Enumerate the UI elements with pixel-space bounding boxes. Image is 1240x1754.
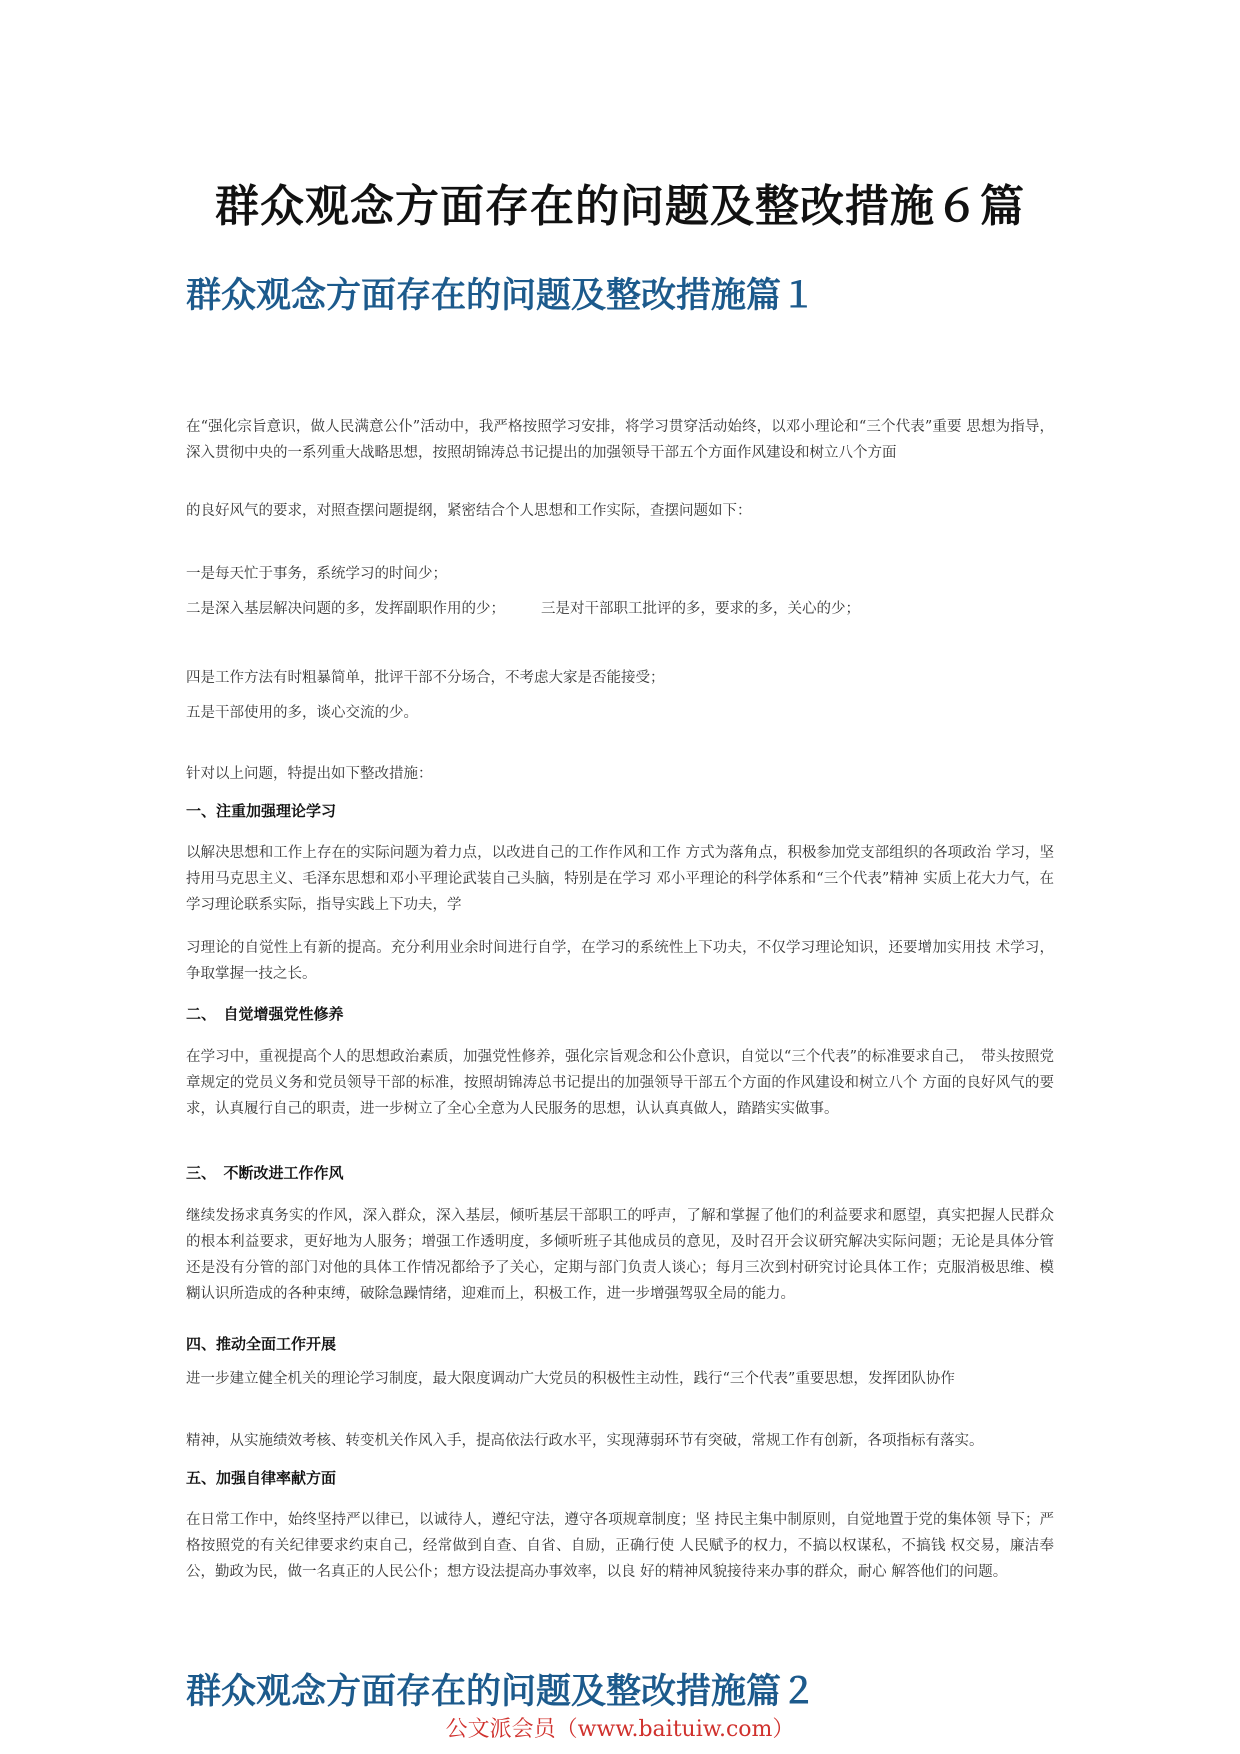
problem-item-5: 五是干部使用的多，谈心交流的少。	[186, 705, 418, 721]
problem-item-2: 二是深入基层解决问题的多，发挥副职作用的少；	[186, 601, 505, 617]
heading-1: 一、注重加强理论学习	[186, 802, 337, 820]
document-title: 群众观念方面存在的问题及整改措施６篇	[215, 181, 1025, 232]
heading-2: 二、 自觉增强党性修养	[186, 1005, 344, 1023]
section-1-title: 群众观念方面存在的问题及整改措施篇１	[186, 276, 817, 316]
heading-4: 四、推动全面工作开展	[186, 1335, 337, 1353]
intro-paragraph-1: 在“强化宗旨意识，做人民满意公仆”活动中，我严格按照学习安排，将学习贯穿活动始终，以邓小理论和“三个代表”重要 思想为指导，深入贯彻中央的一系列重大战略思想，按照胡锦涛总书记提出的加强领导干部五个方面作风建设和树立八个方面	[186, 419, 1054, 461]
heading-5: 五、加强自律率献方面	[186, 1469, 337, 1487]
problem-item-1: 一是每天忙于事务，系统学习的时间少；	[186, 566, 447, 582]
intro-paragraph-2: 的良好风气的要求，对照查摆问题提纲，紧密结合个人思想和工作实际，查摆问题如下：	[186, 503, 752, 519]
heading-1-paragraph-2: 习理论的自觉性上有新的提高。充分利用业余时间进行自学，在学习的系统性上下功夫，不仅学习理论知识，还要增加实用技 术学习，争取掌握一技之长。	[186, 940, 1054, 982]
problem-items-2-3	[186, 596, 1054, 622]
heading-5-paragraph-1: 在日常工作中，始终坚持严以律已，以诚待人，遵纪守法，遵守各项规章制度；坚 持民主集中制原则，自觉地置于党的集体领 导下；严格按照党的有关纪律要求约束自己，经常做到自查、自省、自励，正确行使 人民赋予的权力，不搞以权谋私，不搞钱 权交易，廉洁奉公，勤政为民，做一名真正的人民公仆；想方设法提高办事效率，以良 好的精神风貌接待来办事的群众，耐心 解答他们的问题。	[186, 1512, 1054, 1580]
heading-3-paragraph-1: 继续发扬求真务实的作风，深入群众，深入基层，倾听基层干部职工的呼声，了解和掌握了他们的利益要求和愿望，真实把握人民群众的根本利益要求，更好地为人服务；增强工作透明度，多倾听班子其他成员的意见，及时召开会议研究解决实际问题；无论是具体分管还是没有分管的部门对他的具体工作情况都给予了关心，定期与部门负责人谈心；每月三次到村研究讨论具体工作；克服消极思维、模糊认识所造成的各种束缚，破除急躁情绪，迎难而上，积极工作，进一步增强驾驭全局的能力。	[186, 1208, 1054, 1302]
heading-3: 三、 不断改进工作作风	[186, 1164, 344, 1182]
heading-2-paragraph-1: 在学习中，重视提高个人的思想政治素质，加强党性修养，强化宗旨观念和公仆意识，自觉以“三个代表”的标准要求自己， 带头按照党章规定的党员义务和党员领导干部的标准，按照胡锦涛总书记提出的加强领导干部五个方面的作风建设和树立八个 方面的良好风气的要求，认真履行自己的职责，进一步树立了全心全意为人民服务的思想，认认真真做人，踏踏实实做事。	[186, 1049, 1054, 1117]
footer-watermark: 公文派会员（www.baituiw.com）	[445, 1717, 795, 1742]
heading-1-paragraph-1: 以解决思想和工作上存在的实际问题为着力点，以改进自己的工作作风和工作 方式为落角点，积极参加党支部组织的各项政治 学习，坚持用马克思主义、毛泽东思想和邓小平理论武装自己头脑，特别是在学习 邓小平理论的科学体系和“三个代表”精神 实质上花大力气，在学习理论联系实际，指导实践上下功夫，学	[186, 845, 1054, 913]
heading-4-paragraph-2: 精神，从实施绩效考核、转变机关作风入手，提高依法行政水平，实现薄弱环节有突破，常规工作有创新，各项指标有落实。	[186, 1433, 984, 1449]
measures-intro: 针对以上问题，特提出如下整改措施：	[186, 766, 433, 782]
problem-item-4: 四是工作方法有时粗暴简单，批评干部不分场合，不考虑大家是否能接受；	[186, 670, 665, 686]
problem-item-3: 三是对干部职工批评的多，要求的多，关心的少；	[541, 601, 860, 617]
section-2-title: 群众观念方面存在的问题及整改措施篇２	[186, 1672, 817, 1712]
heading-4-paragraph-1: 进一步建立健全机关的理论学习制度，最大限度调动广大党员的积极性主动性，践行“三个代表”重要思想，发挥团队协作	[186, 1371, 955, 1387]
